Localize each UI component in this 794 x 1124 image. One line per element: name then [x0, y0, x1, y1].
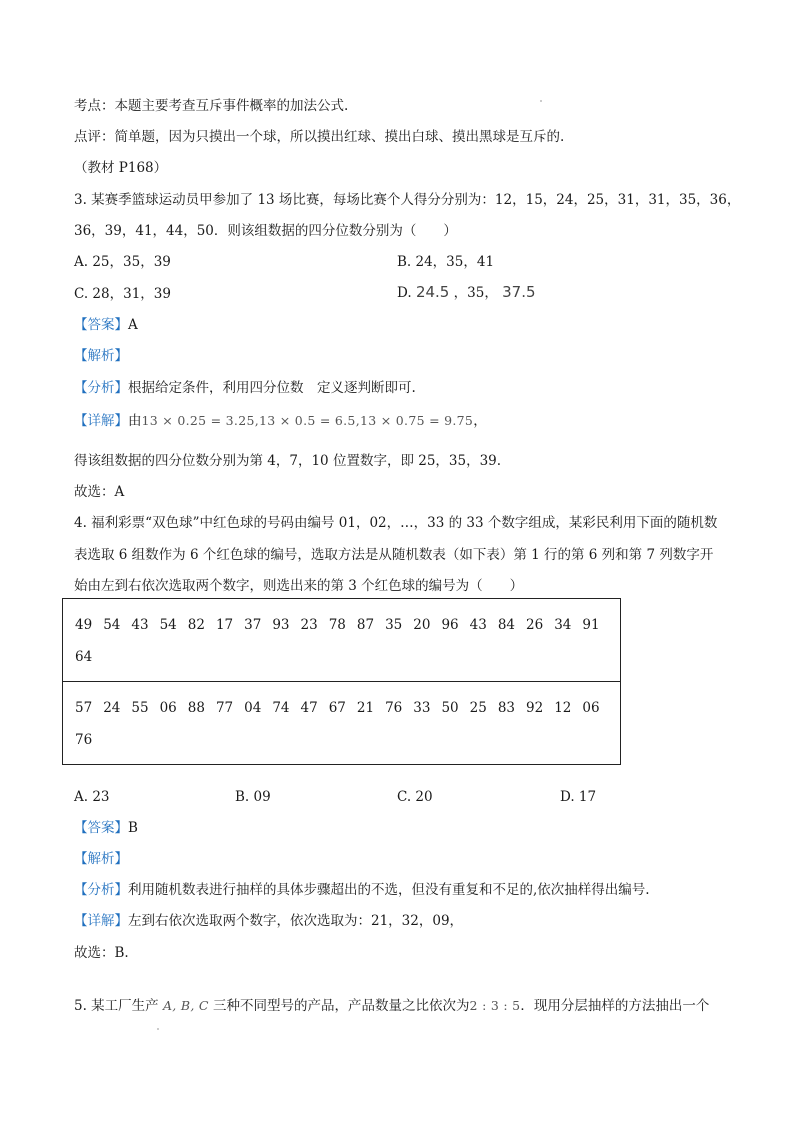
table-number: 24	[103, 700, 121, 716]
fenxi-text: 根据给定条件，利用四分位数 定义逐判断即可.	[128, 380, 416, 396]
q3-solution-line-2: 得该组数据的四分位数分别为第 4，7，10 位置数字，即 25，35，39.	[74, 453, 502, 469]
table-number: 92	[526, 700, 544, 716]
table-number: 20	[413, 617, 431, 633]
q3-conclusion: 故选：A	[74, 484, 125, 500]
table-number: 78	[328, 617, 346, 633]
q3-fenxi	[74, 378, 416, 398]
table-number: 34	[554, 617, 572, 633]
table-number: 88	[187, 700, 205, 716]
q5-stem-math-1: A, B, C	[162, 998, 209, 1013]
table-number: 06	[582, 700, 600, 716]
fenxi-tag: 【分析】	[74, 380, 128, 396]
xiangjie-suffix: ，	[473, 413, 487, 429]
kaodian-text: 考点：本题主要考查互斥事件概率的加法公式.	[74, 98, 349, 114]
table-number: 12	[554, 700, 572, 716]
xiangjie-tag: 【详解】	[74, 413, 128, 429]
table-number: 50	[441, 700, 459, 716]
answer-value: A	[128, 317, 138, 333]
random-number-table	[62, 598, 621, 765]
table-number: 74	[272, 700, 290, 716]
table-number: 06	[159, 700, 177, 716]
q4-analysis	[74, 849, 128, 869]
q4-conclusion: 故选：B.	[74, 945, 129, 961]
q3-option-c: C. 28，31，39	[74, 286, 171, 302]
answer-value: B	[128, 820, 138, 836]
table-number: 84	[497, 617, 515, 633]
q3-stem-line-2: 36，39，41，44，50．则该组数据的四分位数分别为（ ）	[74, 223, 457, 239]
table-number: 77	[215, 700, 234, 716]
table-cell-row-2	[63, 682, 621, 765]
q4-option-a: A. 23	[74, 789, 110, 805]
table-number: 67	[328, 700, 346, 716]
table-number: 21	[356, 700, 375, 716]
table-row	[63, 682, 621, 765]
q4-option-b: B. 09	[235, 789, 271, 805]
q3-option-d-middle: ，35，	[453, 285, 498, 301]
table-number: 76	[385, 700, 403, 716]
q4-fenxi	[74, 880, 650, 900]
table-number: 04	[244, 700, 262, 716]
xiangjie-text: 左到右依次选取两个数字，依次选取为：21，32，09，	[128, 913, 464, 929]
q5-stem-suffix: ．现用分层抽样的方法抽出一个	[520, 998, 710, 1014]
q3-option-d-label: D.	[397, 285, 412, 301]
q4-stem-line-1: 4. 福利彩票“双色球”中红色球的号码由编号 01，02，…，33 的 33 个数字组成，某彩民利用下面的随机数	[74, 515, 718, 531]
table-number: 25	[469, 700, 487, 716]
table-cell-row-1	[63, 599, 621, 682]
q3-xiangjie	[74, 411, 487, 431]
analysis-tag: 【解析】	[74, 851, 128, 867]
table-number: 82	[187, 617, 205, 633]
table-number: 54	[159, 617, 177, 633]
q4-answer	[74, 818, 138, 838]
table-number: 23	[300, 617, 318, 633]
answer-tag: 【答案】	[74, 317, 128, 333]
q4-option-d: D. 17	[560, 789, 597, 805]
q4-stem-line-2: 表选取 6 组数作为 6 个红色球的编号，选取方法是从随机数表（如下表）第 1 行的第 6 列和第 7 列数字开	[74, 547, 714, 563]
q5-stem-math-2: 2 : 3 : 5	[469, 998, 521, 1013]
fenxi-tag: 【分析】	[74, 882, 128, 898]
table-number: 96	[441, 617, 459, 633]
q4-xiangjie	[74, 911, 463, 931]
q3-option-b: B. 24，35，41	[397, 254, 495, 270]
table-number: 26	[526, 617, 544, 633]
q4-option-c: C. 20	[397, 789, 433, 805]
xiangjie-math: 13 × 0.25 = 3.25,13 × 0.5 = 6.5,13 × 0.75 = 9.75	[141, 413, 474, 428]
table-number: 33	[413, 700, 431, 716]
table-number: 43	[469, 617, 487, 633]
scan-speck	[540, 100, 542, 102]
fenxi-text: 利用随机数表进行抽样的具体步骤超出的不选，但没有重复和不足的,依次抽样得出编号.	[128, 882, 650, 898]
table-number: 17	[215, 617, 234, 633]
xiangjie-prefix: 由	[128, 413, 142, 429]
table-number: 54	[103, 617, 121, 633]
table-number: 55	[131, 700, 149, 716]
table-number: 93	[272, 617, 290, 633]
q3-option-a: A. 25，35，39	[74, 254, 171, 270]
table-number: 91	[582, 617, 600, 633]
dianping-text: 点评：简单题，因为只摸出一个球，所以摸出红球、摸出白球、摸出黑球是互斥的.	[74, 129, 565, 145]
table-number: 35	[385, 617, 403, 633]
q3-option-d	[397, 282, 536, 303]
q4-stem-line-3: 始由左到右依次选取两个数字，则选出来的第 3 个红色球的编号为（ ）	[74, 578, 524, 594]
xiangjie-tag: 【详解】	[74, 913, 128, 929]
table-number: 64	[75, 649, 93, 665]
table-number: 57	[75, 700, 93, 716]
answer-tag: 【答案】	[74, 820, 128, 836]
q5-stem-line-1	[74, 996, 709, 1016]
table-number: 87	[356, 617, 375, 633]
q3-option-d-value-2: 37.5	[502, 283, 536, 301]
q3-option-d-value-1: 24.5	[415, 283, 450, 301]
q3-analysis	[74, 346, 128, 366]
table-number: 83	[497, 700, 515, 716]
scan-speck	[157, 1028, 159, 1030]
source-note: （教材 P168）	[74, 160, 168, 176]
q5-stem-middle: 三种不同型号的产品，产品数量之比依次为	[213, 998, 470, 1014]
table-number: 47	[300, 700, 318, 716]
table-number: 49	[75, 617, 93, 633]
q5-stem-prefix: 5. 某工厂生产	[74, 998, 159, 1014]
table-number: 37	[244, 617, 262, 633]
q3-stem-line-1: 3. 某赛季篮球运动员甲参加了 13 场比赛，每场比赛个人得分分别为：12，15，24，25，31，31，35，36，	[74, 192, 741, 208]
q3-answer	[74, 315, 138, 335]
analysis-tag: 【解析】	[74, 348, 128, 364]
table-row	[63, 599, 621, 682]
table-number: 76	[75, 732, 93, 748]
table-number: 43	[131, 617, 149, 633]
